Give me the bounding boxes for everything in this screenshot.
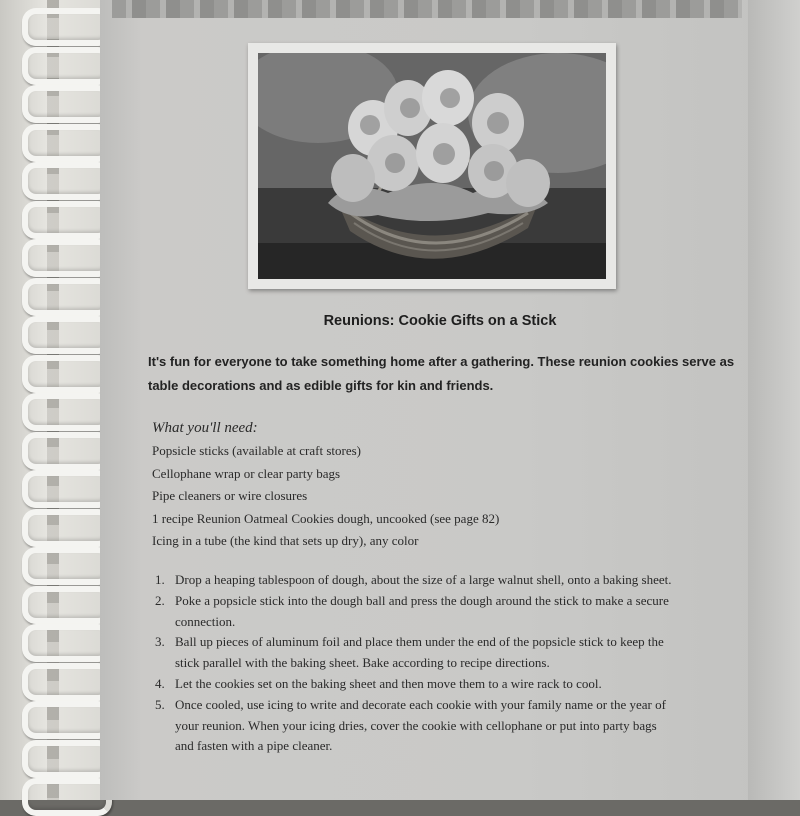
step-line: Let the cookies set on the baking sheet and then move them to a wire rack to cool. bbox=[175, 675, 602, 691]
step-item bbox=[155, 570, 735, 591]
material-item: Popsicle sticks (available at craft stores) bbox=[152, 443, 362, 458]
material-item: Icing in a tube (the kind that sets up dry), any color bbox=[152, 533, 419, 548]
step-item bbox=[155, 632, 735, 674]
intro-paragraph bbox=[148, 350, 748, 398]
needs-heading: What you'll need: bbox=[152, 420, 258, 436]
step-line: connection. bbox=[175, 613, 236, 629]
page-title: Reunions: Cookie Gifts on a Stick bbox=[323, 313, 557, 329]
step-line: your reunion. When your icing dries, cover the cookie with cellophane or put into party bags bbox=[175, 717, 657, 733]
step-line: Drop a heaping tablespoon of dough, about the size of a large walnut shell, onto a baking sheet. bbox=[175, 572, 672, 587]
intro-line: It's fun for everyone to take something home after a gathering. These reunion cookies serve as bbox=[148, 354, 735, 369]
material-item: 1 recipe Reunion Oatmeal Cookies dough, uncooked (see page 82) bbox=[152, 510, 500, 526]
steps-list bbox=[155, 570, 735, 757]
step-number: 4. bbox=[155, 675, 165, 691]
material-item: Pipe cleaners or wire closures bbox=[152, 488, 308, 503]
step-item bbox=[155, 695, 735, 757]
step-item bbox=[155, 591, 735, 633]
material-item: Cellophane wrap or clear party bags bbox=[152, 465, 341, 481]
step-number: 1. bbox=[155, 572, 165, 587]
step-number: 3. bbox=[155, 634, 165, 650]
step-line: Once cooled, use icing to write and decorate each cookie with your family name or the year of bbox=[175, 696, 666, 712]
step-line: Poke a popsicle stick into the dough ball and press the dough around the stick to make a secure bbox=[175, 592, 669, 608]
step-line: Ball up pieces of aluminum foil and place them under the end of the popsicle stick to keep the bbox=[175, 634, 664, 650]
step-number: 2. bbox=[155, 592, 165, 608]
intro-line: table decorations and as edible gifts for kin and friends. bbox=[148, 378, 494, 393]
step-number: 5. bbox=[155, 696, 165, 712]
materials-list bbox=[152, 440, 499, 553]
step-item bbox=[155, 674, 735, 695]
step-line: and fasten with a pipe cleaner. bbox=[175, 738, 333, 754]
step-line: stick parallel with the baking sheet. Bake according to recipe directions. bbox=[175, 655, 550, 671]
